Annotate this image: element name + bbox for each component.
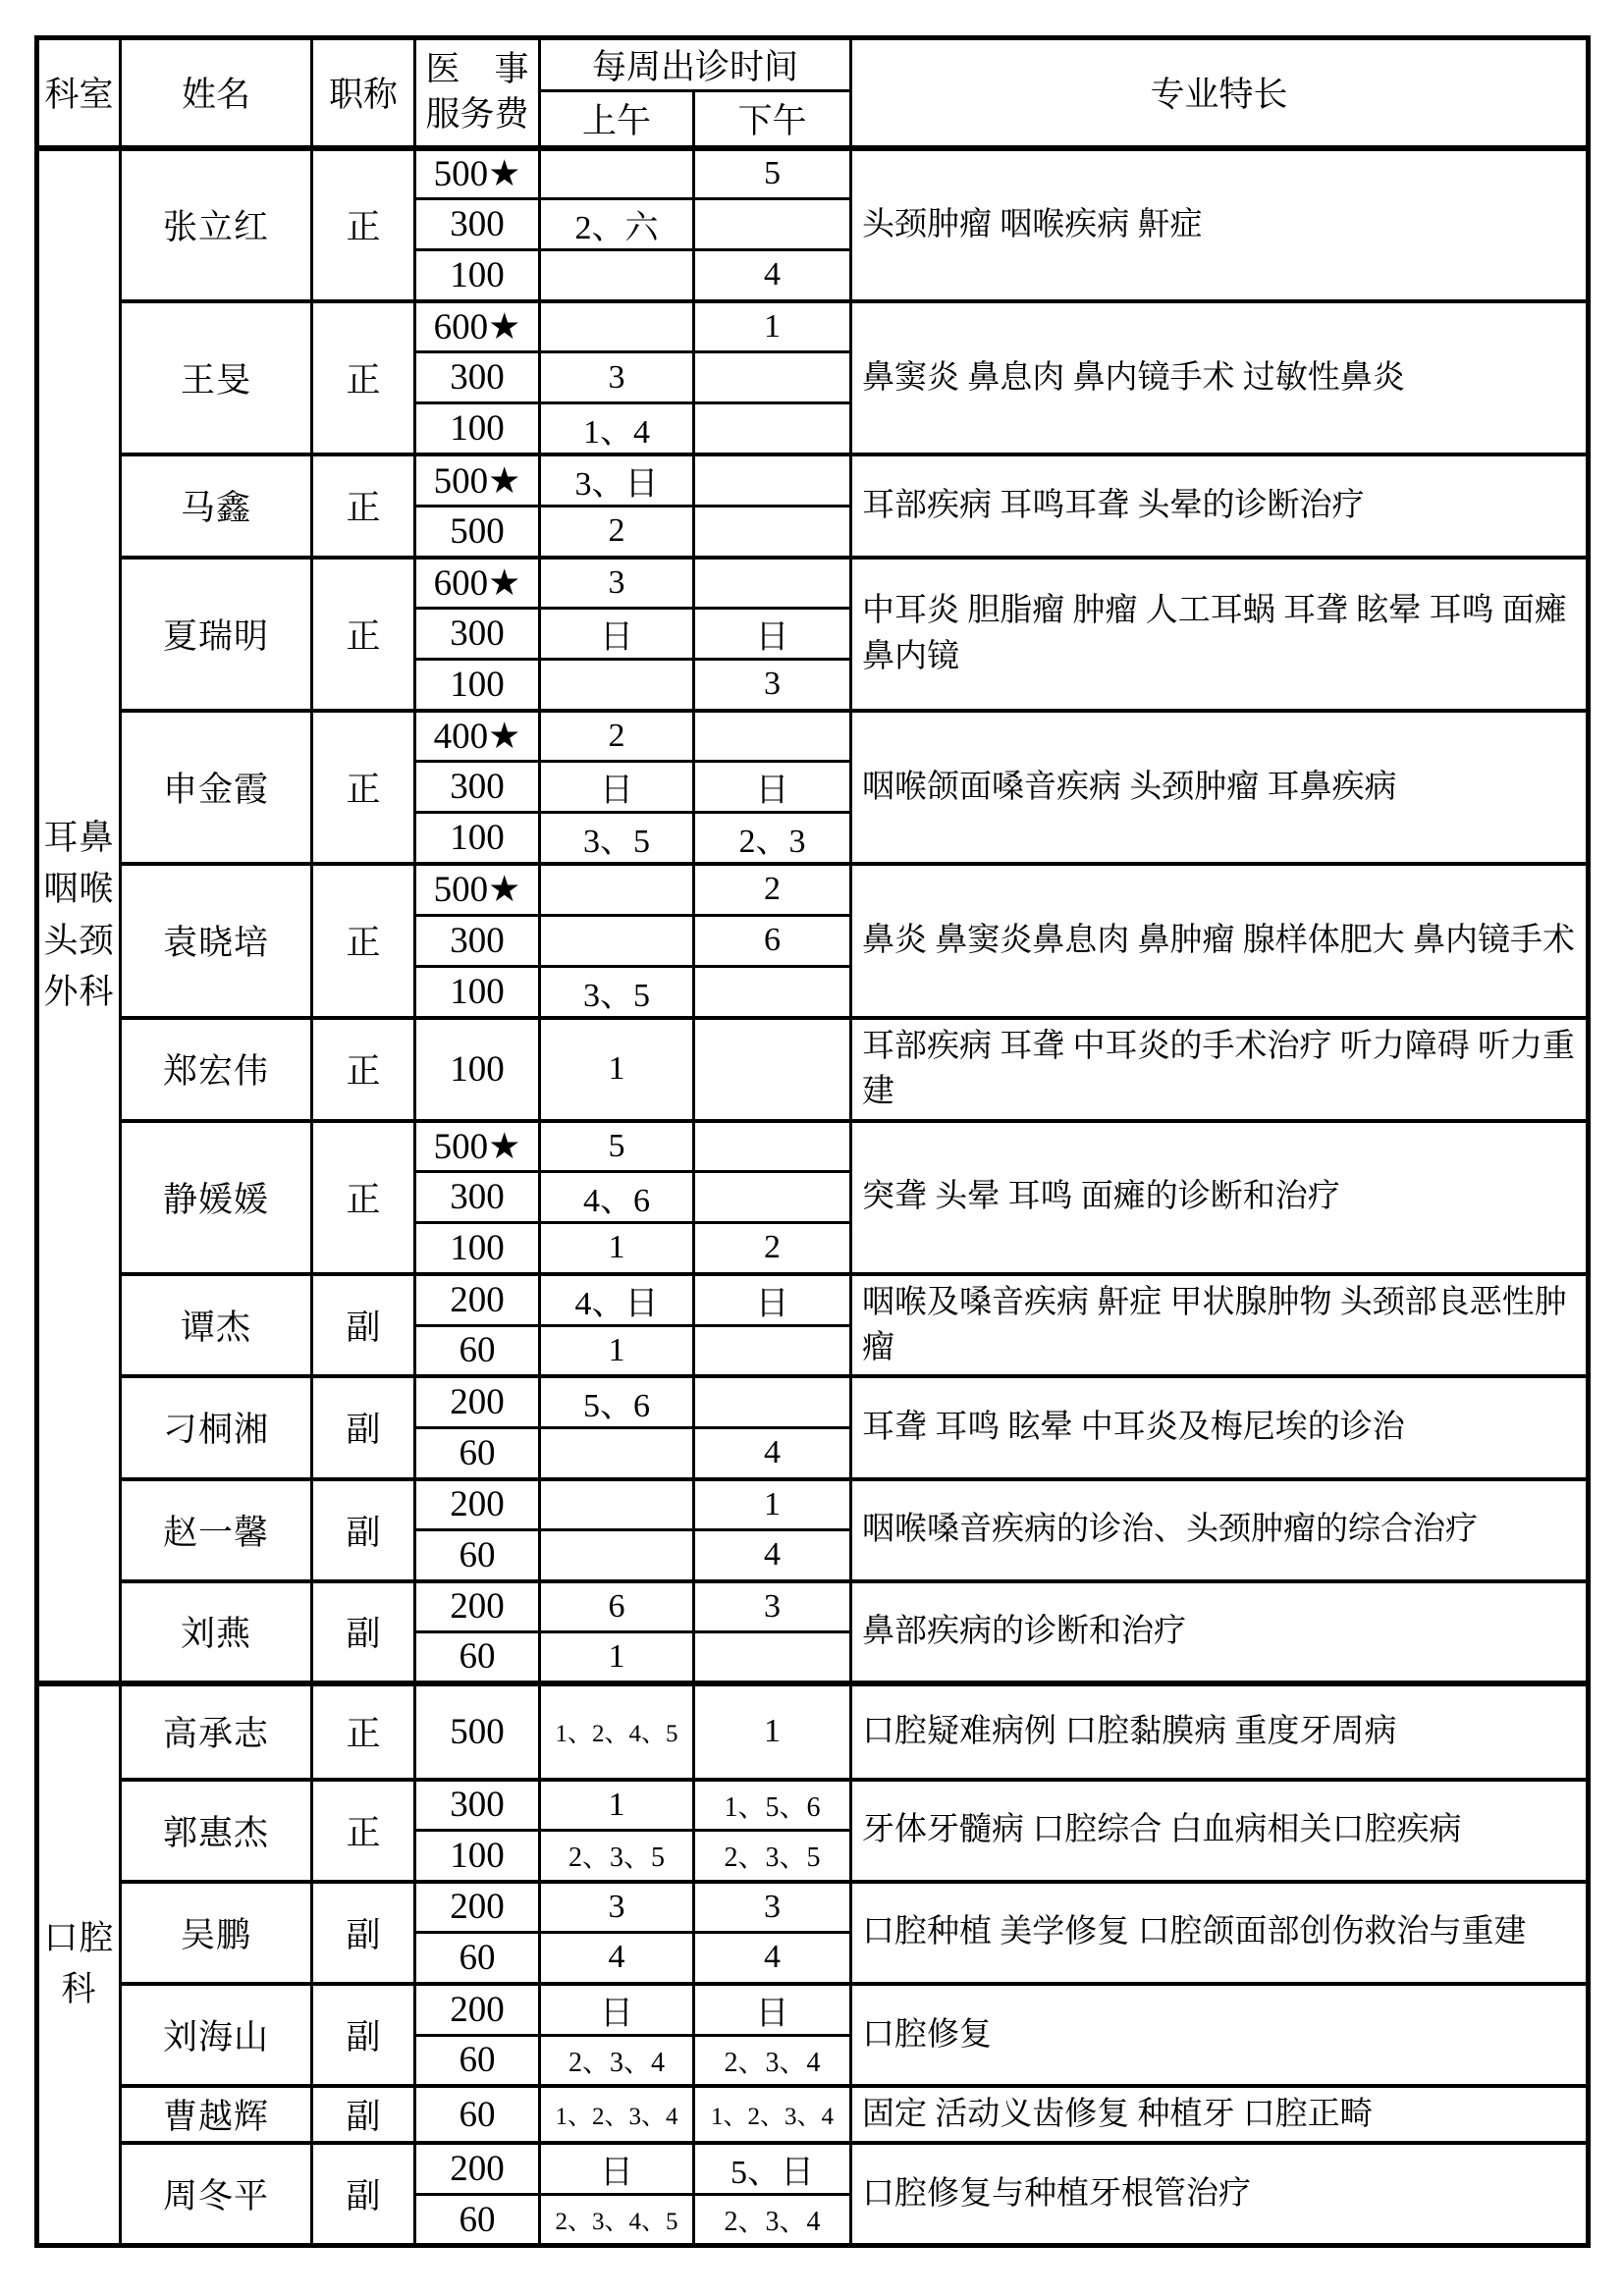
fee-cell: 500★: [415, 864, 540, 915]
header-fee-line2: 服务费: [425, 95, 529, 134]
schedule-pm-cell: 2、3: [694, 813, 851, 865]
doctor-title: 正: [312, 558, 415, 711]
schedule-am-cell: [540, 660, 694, 711]
schedule-pm-cell: [694, 403, 851, 455]
fee-cell: 100: [415, 966, 540, 1018]
fee-cell: 500: [415, 1683, 540, 1780]
doctor-name: 谭杰: [121, 1274, 312, 1377]
fee-cell: 200: [415, 1479, 540, 1530]
schedule-am-cell: 日: [540, 762, 694, 813]
schedule-pm-cell: 2、3、5: [694, 1831, 851, 1882]
fee-cell: 600★: [415, 301, 540, 352]
schedule-am-cell: 1: [540, 1018, 694, 1121]
specialty-cell: 耳部疾病 耳聋 中耳炎的手术治疗 听力障碍 听力重建: [851, 1018, 1589, 1121]
schedule-pm-cell: 3: [694, 1882, 851, 1933]
schedule-am-cell: 2: [540, 711, 694, 762]
header-title: 职称: [312, 38, 415, 148]
specialty-cell: 咽喉颌面嗓音疾病 头颈肿瘤 耳鼻疾病: [851, 711, 1589, 865]
doctor-name: 马鑫: [121, 454, 312, 558]
schedule-pm-cell: [694, 1376, 851, 1428]
doctor-title: 正: [312, 454, 415, 558]
doctor-name: 曹越辉: [121, 2086, 312, 2143]
doctor-name: 郭惠杰: [121, 1780, 312, 1882]
specialty-cell: 咽喉嗓音疾病的诊治、头颈肿瘤的综合治疗: [851, 1479, 1589, 1581]
schedule-am-cell: 3: [540, 558, 694, 609]
schedule-am-cell: 2、六: [540, 199, 694, 250]
schedule-am-cell: [540, 148, 694, 199]
schedule-pm-cell: [694, 454, 851, 507]
fee-cell: 60: [415, 1428, 540, 1479]
fee-cell: 200: [415, 1376, 540, 1428]
fee-cell: 100: [415, 660, 540, 711]
fee-cell: 600★: [415, 558, 540, 609]
schedule-pm-cell: 5、日: [694, 2143, 851, 2195]
doctor-name: 张立红: [121, 148, 312, 301]
schedule-am-cell: 4、日: [540, 1274, 694, 1326]
department-cell: [37, 1683, 121, 2246]
schedule-pm-cell: [694, 711, 851, 762]
schedule-pm-cell: 4: [694, 250, 851, 301]
fee-cell: 60: [415, 2195, 540, 2246]
schedule-am-cell: [540, 864, 694, 915]
schedule-pm-cell: [694, 352, 851, 403]
schedule-pm-cell: 6: [694, 915, 851, 966]
schedule-pm-cell: 2、3、4: [694, 2195, 851, 2246]
schedule-pm-cell: 日: [694, 762, 851, 813]
doctor-title: 正: [312, 1018, 415, 1121]
fee-cell: 100: [415, 250, 540, 301]
doctor-title: 副: [312, 2143, 415, 2246]
fee-cell: 500★: [415, 454, 540, 507]
doctor-title: 副: [312, 1274, 415, 1377]
doctor-name: 申金霞: [121, 711, 312, 865]
doctor-title: 副: [312, 1581, 415, 1683]
schedule-am-cell: [540, 1530, 694, 1581]
schedule-am-cell: 3、5: [540, 813, 694, 865]
fee-cell: 400★: [415, 711, 540, 762]
fee-cell: 60: [415, 1530, 540, 1581]
schedule-pm-cell: [694, 558, 851, 609]
schedule-am-cell: 2、3、4: [540, 2035, 694, 2086]
schedule-am-cell: 1、2、4、5: [540, 1683, 694, 1780]
schedule-pm-cell: 3: [694, 1581, 851, 1632]
doctor-name: 郑宏伟: [121, 1018, 312, 1121]
specialty-cell: 突聋 头晕 耳鸣 面瘫的诊断和治疗: [851, 1121, 1589, 1274]
schedule-am-cell: [540, 250, 694, 301]
specialty-cell: 牙体牙髓病 口腔综合 白血病相关口腔疾病: [851, 1780, 1589, 1882]
department-cell: [37, 148, 121, 1683]
schedule-pm-cell: 5: [694, 148, 851, 199]
schedule-table-body: [37, 148, 1589, 2246]
fee-cell: 500★: [415, 1121, 540, 1172]
schedule-pm-cell: [694, 1121, 851, 1172]
department-name-line: 耳鼻: [43, 818, 115, 857]
schedule-am-cell: 2: [540, 507, 694, 558]
header-specialty: 专业特长: [851, 38, 1589, 148]
doctor-title: 正: [312, 864, 415, 1018]
doctor-name: 高承志: [121, 1683, 312, 1780]
schedule-am-cell: 5: [540, 1121, 694, 1172]
schedule-am-cell: 1、4: [540, 403, 694, 455]
schedule-pm-cell: [694, 1632, 851, 1683]
fee-cell: 300: [415, 352, 540, 403]
doctor-name: 刁桐湘: [121, 1376, 312, 1479]
schedule-am-cell: 6: [540, 1581, 694, 1632]
doctor-name: 夏瑞明: [121, 558, 312, 711]
schedule-am-cell: 4: [540, 1933, 694, 1984]
fee-cell: 300: [415, 1172, 540, 1223]
header-afternoon: 下午: [694, 91, 851, 148]
schedule-am-cell: 1: [540, 1325, 694, 1376]
schedule-pm-cell: 4: [694, 1428, 851, 1479]
schedule-am-cell: 2、3、4、5: [540, 2195, 694, 2246]
doctor-schedule-table: [34, 35, 1591, 2248]
fee-cell: 60: [415, 1325, 540, 1376]
schedule-pm-cell: 日: [694, 1274, 851, 1326]
doctor-name: 吴鹏: [121, 1882, 312, 1984]
department-name-line: 外科: [43, 973, 115, 1011]
schedule-pm-cell: [694, 199, 851, 250]
department-name-line: 头颈: [43, 921, 115, 960]
schedule-am-cell: [540, 1479, 694, 1530]
doctor-title: 副: [312, 1984, 415, 2087]
schedule-pm-cell: 4: [694, 1933, 851, 1984]
fee-cell: 200: [415, 1581, 540, 1632]
fee-cell: 300: [415, 762, 540, 813]
schedule-am-cell: 日: [540, 2143, 694, 2195]
doctor-title: 正: [312, 1683, 415, 1780]
schedule-am-cell: [540, 915, 694, 966]
specialty-cell: 耳聋 耳鸣 眩晕 中耳炎及梅尼埃的诊治: [851, 1376, 1589, 1479]
schedule-am-cell: 日: [540, 609, 694, 660]
fee-cell: 100: [415, 1018, 540, 1121]
schedule-am-cell: 1: [540, 1632, 694, 1683]
schedule-pm-cell: 日: [694, 609, 851, 660]
specialty-cell: 口腔疑难病例 口腔黏膜病 重度牙周病: [851, 1683, 1589, 1780]
schedule-am-cell: 3、日: [540, 454, 694, 507]
schedule-pm-cell: [694, 1172, 851, 1223]
fee-cell: 60: [415, 1933, 540, 1984]
doctor-name: 袁晓培: [121, 864, 312, 1018]
schedule-pm-cell: 1: [694, 1683, 851, 1780]
specialty-cell: 头颈肿瘤 咽喉疾病 鼾症: [851, 148, 1589, 301]
fee-cell: 100: [415, 1223, 540, 1274]
fee-cell: 200: [415, 1274, 540, 1326]
specialty-cell: 口腔种植 美学修复 口腔颌面部创伤救治与重建: [851, 1882, 1589, 1984]
schedule-pm-cell: 1: [694, 1479, 851, 1530]
fee-cell: 60: [415, 2086, 540, 2143]
specialty-cell: 中耳炎 胆脂瘤 肿瘤 人工耳蜗 耳聋 眩晕 耳鸣 面瘫 鼻内镜: [851, 558, 1589, 711]
doctor-title: 正: [312, 301, 415, 455]
doctor-title: 副: [312, 2086, 415, 2143]
fee-cell: 500★: [415, 148, 540, 199]
fee-cell: 100: [415, 813, 540, 865]
schedule-am-cell: 日: [540, 1984, 694, 2036]
header-fee-line1: 医 事: [425, 50, 529, 89]
department-name-line: 咽喉: [43, 870, 115, 908]
header-name: 姓名: [121, 38, 312, 148]
fee-cell: 100: [415, 403, 540, 455]
schedule-pm-cell: 3: [694, 660, 851, 711]
specialty-cell: 口腔修复: [851, 1984, 1589, 2087]
schedule-pm-cell: 1、2、3、4: [694, 2086, 851, 2143]
schedule-am-cell: [540, 1428, 694, 1479]
schedule-pm-cell: 2、3、4: [694, 2035, 851, 2086]
fee-cell: 200: [415, 1984, 540, 2036]
doctor-name: 赵一馨: [121, 1479, 312, 1581]
schedule-am-cell: 3: [540, 1882, 694, 1933]
doctor-title: 正: [312, 711, 415, 865]
department-name-line: 口腔科: [43, 1918, 115, 2009]
fee-cell: 300: [415, 609, 540, 660]
header-morning: 上午: [540, 91, 694, 148]
header-weekly-schedule: 每周出诊时间: [540, 38, 851, 91]
header-department: 科室: [37, 38, 121, 148]
schedule-pm-cell: 1: [694, 301, 851, 352]
doctor-name: 王旻: [121, 301, 312, 455]
schedule-pm-cell: [694, 1018, 851, 1121]
schedule-am-cell: 4、6: [540, 1172, 694, 1223]
specialty-cell: 口腔修复与种植牙根管治疗: [851, 2143, 1589, 2246]
schedule-am-cell: 1: [540, 1223, 694, 1274]
doctor-title: 副: [312, 1376, 415, 1479]
doctor-name: 静媛媛: [121, 1121, 312, 1274]
schedule-pm-cell: 1、5、6: [694, 1780, 851, 1831]
schedule-pm-cell: [694, 507, 851, 558]
schedule-am-cell: 1: [540, 1780, 694, 1831]
fee-cell: 500: [415, 507, 540, 558]
specialty-cell: 固定 活动义齿修复 种植牙 口腔正畸: [851, 2086, 1589, 2143]
header-fee: [415, 38, 540, 148]
specialty-cell: 鼻窦炎 鼻息肉 鼻内镜手术 过敏性鼻炎: [851, 301, 1589, 455]
doctor-title: 正: [312, 1780, 415, 1882]
fee-cell: 300: [415, 199, 540, 250]
specialty-cell: 耳部疾病 耳鸣耳聋 头晕的诊断治疗: [851, 454, 1589, 558]
specialty-cell: 鼻炎 鼻窦炎鼻息肉 鼻肿瘤 腺样体肥大 鼻内镜手术: [851, 864, 1589, 1018]
schedule-am-cell: 2、3、5: [540, 1831, 694, 1882]
schedule-am-cell: [540, 301, 694, 352]
schedule-pm-cell: 日: [694, 1984, 851, 2036]
schedule-pm-cell: 2: [694, 864, 851, 915]
fee-cell: 100: [415, 1831, 540, 1882]
schedule-pm-cell: 2: [694, 1223, 851, 1274]
schedule-pm-cell: [694, 1325, 851, 1376]
fee-cell: 200: [415, 2143, 540, 2195]
schedule-pm-cell: 4: [694, 1530, 851, 1581]
schedule-am-cell: 3、5: [540, 966, 694, 1018]
doctor-title: 正: [312, 148, 415, 301]
schedule-am-cell: 3: [540, 352, 694, 403]
doctor-name: 刘海山: [121, 1984, 312, 2087]
doctor-name: 周冬平: [121, 2143, 312, 2246]
fee-cell: 300: [415, 1780, 540, 1831]
doctor-title: 正: [312, 1121, 415, 1274]
fee-cell: 60: [415, 2035, 540, 2086]
schedule-am-cell: 1、2、3、4: [540, 2086, 694, 2143]
schedule-am-cell: 5、6: [540, 1376, 694, 1428]
schedule-pm-cell: [694, 966, 851, 1018]
fee-cell: 200: [415, 1882, 540, 1933]
specialty-cell: 鼻部疾病的诊断和治疗: [851, 1581, 1589, 1683]
fee-cell: 300: [415, 915, 540, 966]
specialty-cell: 咽喉及嗓音疾病 鼾症 甲状腺肿物 头颈部良恶性肿瘤: [851, 1274, 1589, 1377]
doctor-title: 副: [312, 1882, 415, 1984]
doctor-title: 副: [312, 1479, 415, 1581]
doctor-name: 刘燕: [121, 1581, 312, 1683]
fee-cell: 60: [415, 1632, 540, 1683]
